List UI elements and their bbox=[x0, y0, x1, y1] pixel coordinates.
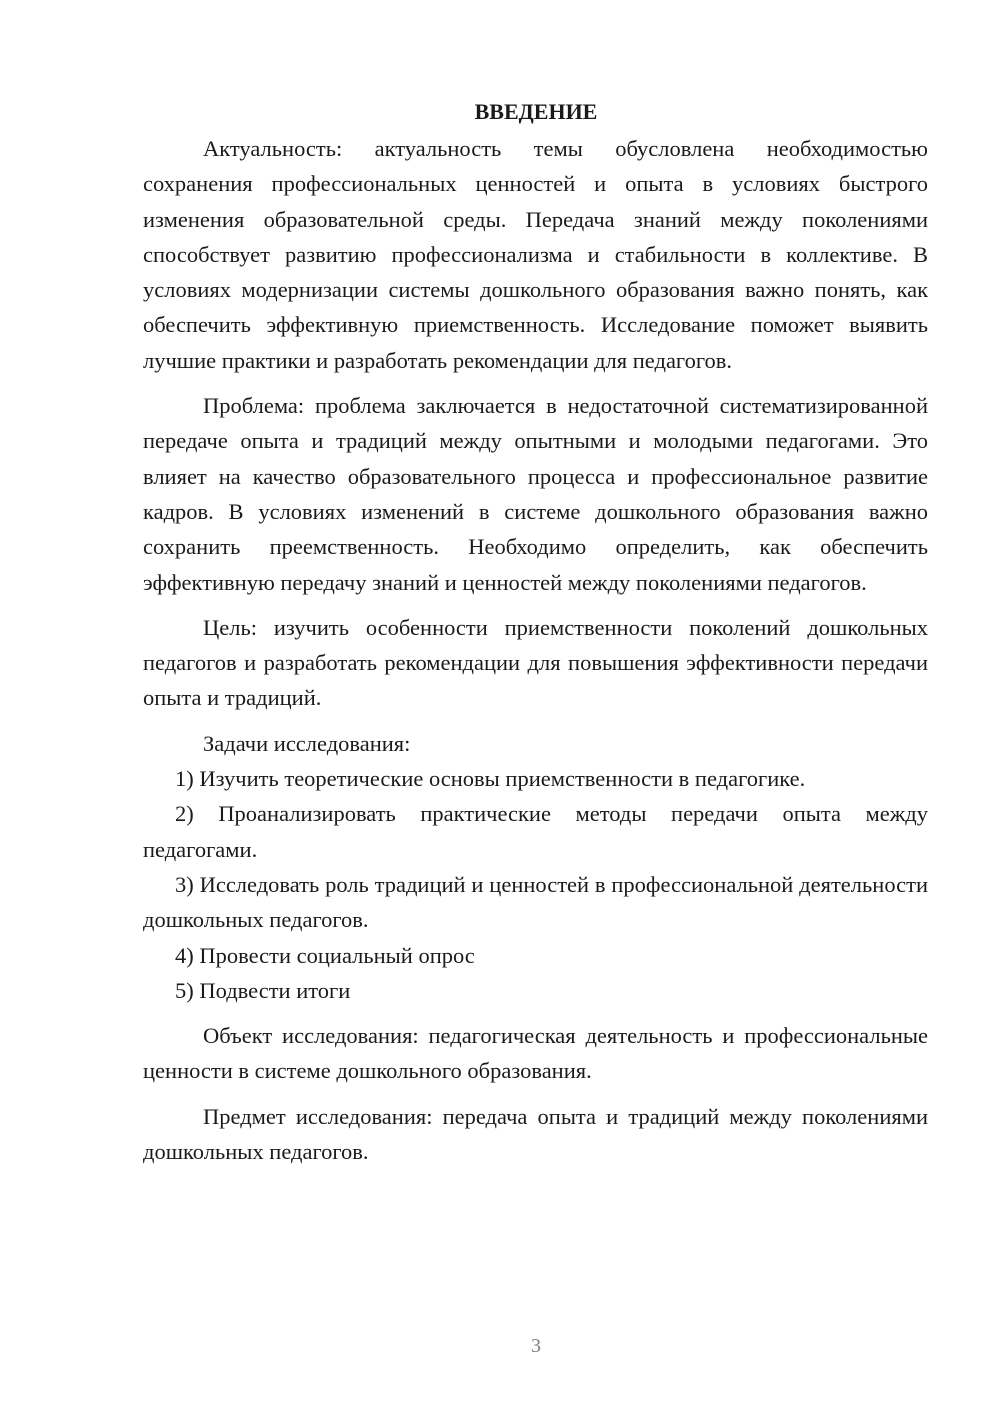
task-item-4: 4) Провести социальный опрос bbox=[175, 942, 475, 968]
section-title: ВВЕДЕНИЕ bbox=[474, 99, 598, 124]
document-body bbox=[143, 94, 928, 1169]
tasks-heading: Задачи исследования: bbox=[203, 730, 411, 756]
paragraph-object: Объект исследования: педагогическая деятельность и профессиональные ценности в системе дошкольного образования. bbox=[143, 1023, 928, 1084]
task-item-3: 3) Исследовать роль традиций и ценностей в профессиональной деятельности дошкольных педагогов. bbox=[143, 871, 928, 933]
paragraph-subject: Предмет исследования: передача опыта и традиций между поколениями дошкольных педагогов. bbox=[143, 1103, 928, 1165]
task-item-5: 5) Подвести итоги bbox=[175, 977, 351, 1003]
page-number: 3 bbox=[531, 1335, 541, 1357]
paragraph-relevance: Актуальность: актуальность темы обусловлена необходимостью сохранения профессиональных ценностей и опыта в условиях быстрого изменения образовательной среды. Передача знаний между поколениями способствует развитию профессионализма и стабильности в коллективе. В условиях модернизации системы дошкольного образования важно понять, как обеспечить эффективную приемственность. Исследование поможет выявить лучшие практики и разработать рекомендации для педагогов. bbox=[143, 136, 928, 373]
paragraph-problem: Проблема: проблема заключается в недостаточной систематизированной передаче опыта и традиций между опытными и молодыми педагогами. Это влияет на качество образовательного процесса и профессиональное развитие кадров. В условиях изменений в системе дошкольного образования важно сохранить преемственность. Необходимо определить, как обеспечить эффективную передачу знаний и ценностей между поколениями педагогов. bbox=[143, 393, 928, 595]
task-item-1: 1) Изучить теоретические основы приемственности в педагогике. bbox=[175, 766, 806, 792]
paragraph-goal: Цель: изучить особенности приемственности поколений дошкольных педагогов и разработать рекомендации для повышения эффективности передачи опыта и традиций. bbox=[143, 614, 928, 711]
task-item-2: 2) Проанализировать практические методы передачи опыта между педагогами. bbox=[143, 801, 928, 862]
